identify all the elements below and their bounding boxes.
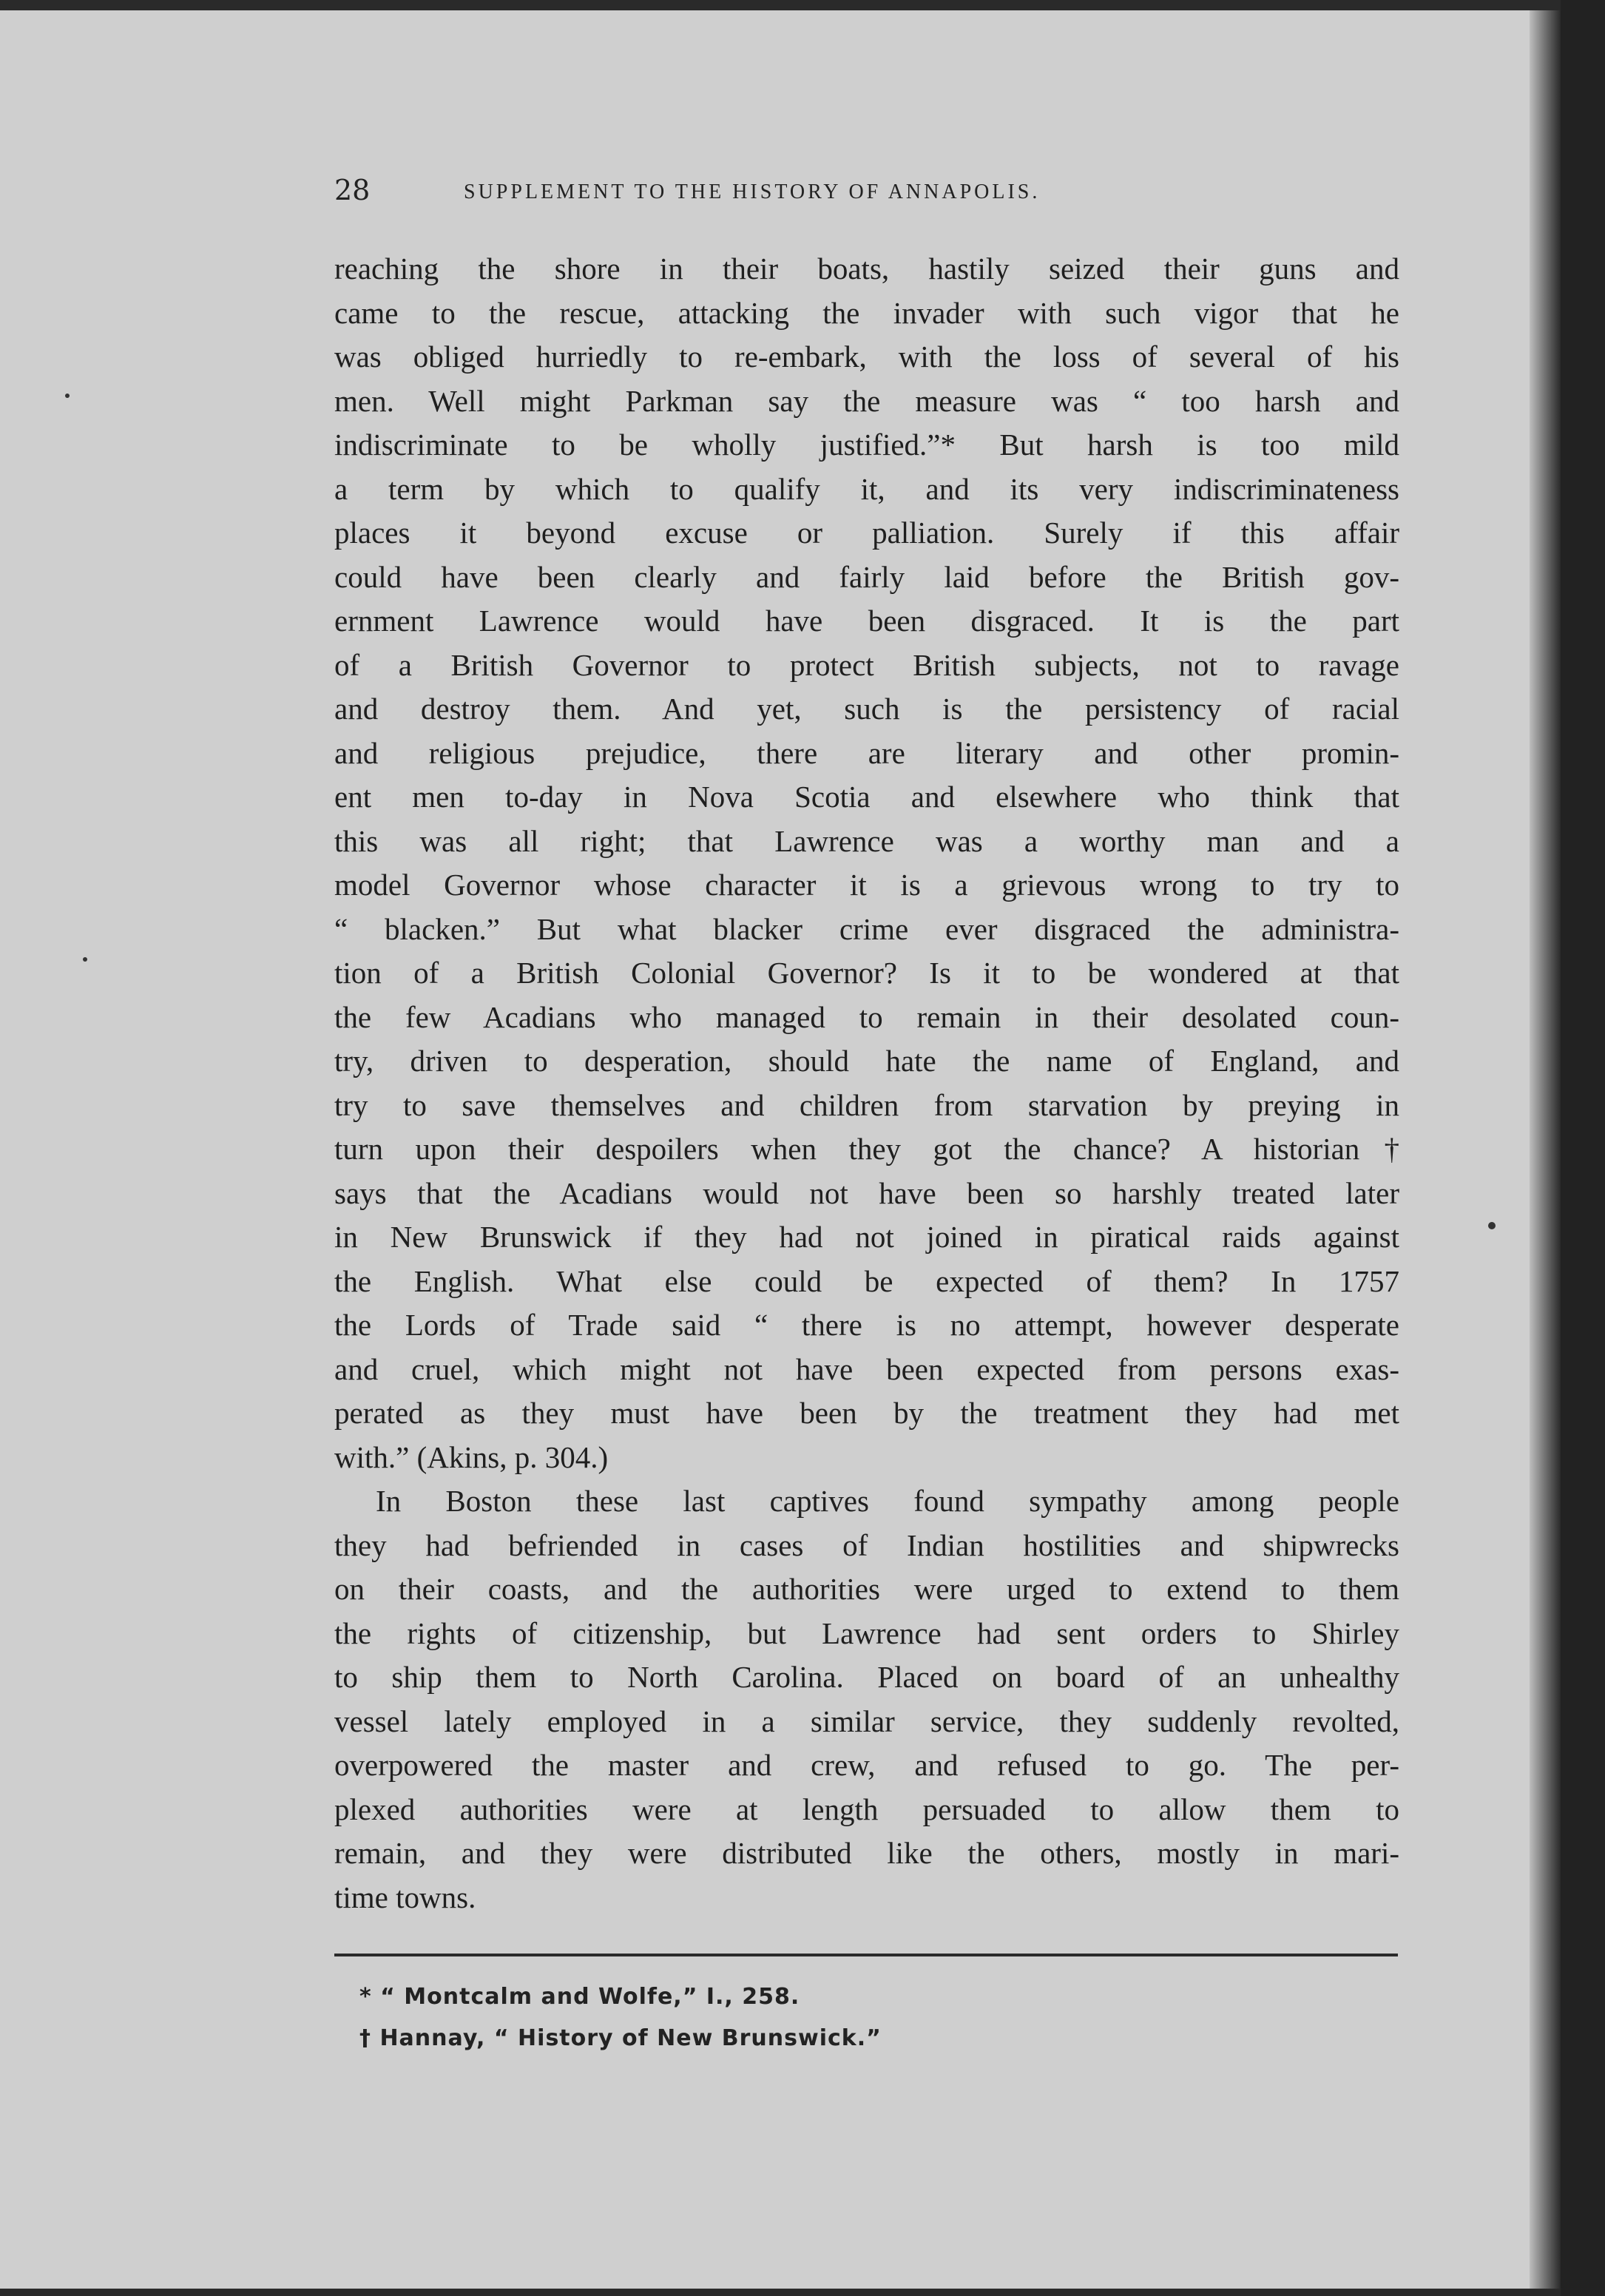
text-line: remain, and they were distributed like the others, mostly in mari- — [334, 1836, 1399, 1870]
text-line: and cruel, which might not have been expected from persons exas- — [334, 1351, 1399, 1386]
scan-speck — [83, 957, 87, 962]
text-line: of a British Governor to protect British subjects, not to ravage — [334, 647, 1399, 682]
footnotes — [359, 1976, 1395, 2059]
text-line: was obliged hurriedly to re-embark, with the loss of several of his — [334, 340, 1399, 374]
footnote-asterisk: * “ Montcalm and Wolfe,” I., 258. — [359, 1984, 800, 2010]
scan-top-border — [0, 0, 1561, 10]
text-line: overpowered the master and crew, and refused to go. The per- — [334, 1748, 1399, 1782]
text-line: the few Acadians who managed to remain in their desolated coun- — [334, 999, 1399, 1034]
text-line: tion of a British Colonial Governor? Is it to be wondered at that — [334, 956, 1399, 990]
text-line: men. Well might Parkman say the measure was “ too harsh and — [334, 383, 1399, 418]
text-line: the Lords of Trade said “ there is no attempt, however desperate — [334, 1308, 1399, 1342]
text-line: reaching the shore in their boats, hastily seized their guns and — [334, 251, 1399, 286]
text-line: try to save themselves and children from starvation by preying in — [334, 1087, 1399, 1122]
text-line: perated as they must have been by the treatment they had met — [334, 1396, 1399, 1430]
text-line: to ship them to North Carolina. Placed on board of an unhealthy — [334, 1660, 1399, 1694]
footnote-rule — [334, 1954, 1398, 1956]
text-line: model Governor whose character it is a grievous wrong to try to — [334, 868, 1399, 902]
page-header — [334, 172, 1399, 213]
text-line: they had befriended in cases of Indian hostilities and shipwrecks — [334, 1527, 1399, 1562]
text-line: vessel lately employed in a similar service, they suddenly revolted, — [334, 1704, 1399, 1738]
text-line: and destroy them. And yet, such is the persistency of racial — [334, 692, 1399, 726]
text-line: the rights of citizenship, but Lawrence had sent orders to Shirley — [334, 1615, 1399, 1650]
text-line: indiscriminate to be wholly justified.”* But harsh is too mild — [334, 428, 1399, 462]
paragraph-start-line: In Boston these last captives found sympathy among people — [376, 1484, 1399, 1518]
text-line: “ blacken.” But what blacker crime ever disgraced the administra- — [334, 911, 1399, 946]
paragraph-end-line: with.” (Akins, p. 304.) — [334, 1439, 609, 1474]
scan-right-border — [1561, 0, 1605, 2296]
text-line: the English. What else could be expected of them? In 1757 — [334, 1263, 1399, 1298]
scan-bottom-border — [0, 2289, 1561, 2296]
page-number: 28 — [334, 174, 371, 206]
scan-speck — [1488, 1222, 1496, 1229]
text-line: turn upon their despoilers when they got the chance? A historian† — [334, 1132, 1399, 1166]
text-line: try, driven to desperation, should hate the name of England, and — [334, 1044, 1399, 1078]
text-line: came to the rescue, attacking the invader with such vigor that he — [334, 295, 1399, 330]
scan-speck — [65, 394, 70, 398]
text-line: plexed authorities were at length persuaded to allow them to — [334, 1792, 1399, 1826]
text-line: ernment Lawrence would have been disgraced. It is the part — [334, 604, 1399, 638]
text-line: could have been clearly and fairly laid before the British gov- — [334, 559, 1399, 594]
footnote-dagger: † Hannay, “ History of New Brunswick.” — [359, 2025, 882, 2051]
body-text — [334, 247, 1399, 1919]
paragraph-end-line: time towns. — [334, 1880, 476, 1914]
text-line: a term by which to qualify it, and its very indiscriminateness — [334, 471, 1399, 506]
text-line: places it beyond excuse or palliation. Surely if this affair — [334, 516, 1399, 550]
running-head: SUPPLEMENT TO THE HISTORY OF ANNAPOLIS. — [464, 180, 1041, 203]
page-gutter-shadow — [1530, 10, 1561, 2289]
text-line: ent men to-day in Nova Scotia and elsewhere who think that — [334, 780, 1399, 814]
text-line: and religious prejudice, there are literary and other promin- — [334, 735, 1399, 770]
text-line: on their coasts, and the authorities were urged to extend to them — [334, 1572, 1399, 1606]
text-line: says that the Acadians would not have been so harshly treated later — [334, 1175, 1399, 1210]
text-line: this was all right; that Lawrence was a worthy man and a — [334, 823, 1399, 858]
text-line: in New Brunswick if they had not joined in piratical raids against — [334, 1220, 1399, 1254]
